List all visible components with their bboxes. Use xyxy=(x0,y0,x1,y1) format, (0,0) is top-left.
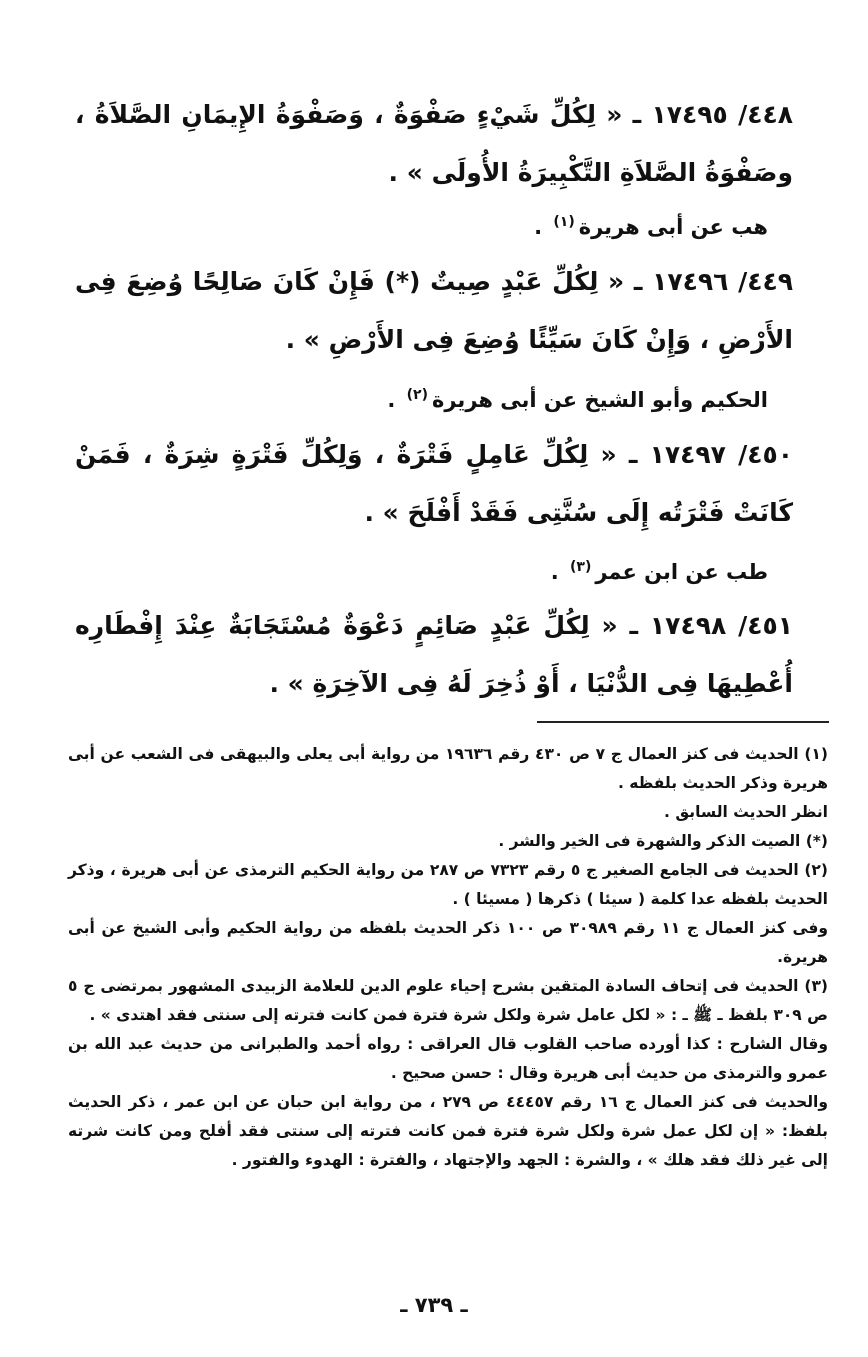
hadith-text: ٤٤٨/ ١٧٤٩٥ ـ « لِكُلِّ شَيْءٍ صَفْوَةٌ ، وَصَفْوَةُ الإِيمَانِ الصَّلاَةُ ، وصَفْوَةُ الصَّلاَةِ التَّكْبِيرَةُ الأُولَى » . xyxy=(75,100,793,187)
footnote-marker: (٣) xyxy=(569,559,592,575)
hadith-text: ٤٥١/ ١٧٤٩٨ ـ « لِكُلِّ عَبْدٍ صَائِمٍ دَعْوَةٌ مُسْتَجَابَةٌ عِنْدَ إِفْطَارِه أُعْطِيهَا فِى الدُّنْيَا ، أَوْ ذُخِرَ لَهُ فِى الآخِرَةِ » . xyxy=(75,611,793,698)
footnote-3: (٣) الحديث فى إتحاف السادة المتقين بشرح إحياء علوم الدين للعلامة الزبيدى المشهور بمرتضى ج ٥ ص ٣٠٩ بلفظ ـ ﷺ ـ : « لكل عامل شرة ولكل شرة فترة فمن كانت فترته إلى سنتى فقد اهتدى » . xyxy=(68,977,828,1024)
footnote-2-note: وفى كنز العمال ج ١١ رقم ٣٠٩٨٩ ص ١٠٠ ذكر الحديث بلفظه من رواية الحكيم وأبى الشيخ عن أبى هريرة. xyxy=(68,919,828,966)
footnote-1-note: انظر الحديث السابق . xyxy=(664,803,828,821)
footnote-1: (١) الحديث فى كنز العمال ج ٧ ص ٤٣٠ رقم ١٩٦٣٦ من رواية أبى يعلى والبيهقى فى الشعب عن أبى هريرة وذكر الحديث بلفظه . xyxy=(68,745,828,792)
page-number: ـ ٧٣٩ ـ xyxy=(400,1293,468,1317)
hadith-entry-450 xyxy=(75,426,793,542)
footnote-separator xyxy=(537,721,829,723)
source-text: الحكيم وأبو الشيخ عن أبى هريرة xyxy=(431,388,768,412)
source-text: طب عن ابن عمر xyxy=(595,560,768,584)
hadith-text: ٤٥٠/ ١٧٤٩٧ ـ « لِكُلِّ عَامِلٍ فَتْرَةٌ ، وَلِكُلِّ فَتْرَةٍ شِرَةٌ ، فَمَنْ كَانَتْ فَتْرَتُه إِلَى سُنَّتِى فَقَدْ أَفْلَحَ » . xyxy=(75,440,793,527)
hadith-source-450: طب عن ابن عمر$^{(٣)}$ . xyxy=(550,559,768,584)
hadith-entry-448 xyxy=(75,86,793,202)
hadith-text: ٤٤٩/ ١٧٤٩٦ ـ « لِكُلِّ عَبْدٍ صِيتٌ (*) فَإِنْ كَانَ صَالِحًا وُضِعَ فِى الأَرْضِ ، وَإِنْ كَانَ سَيِّئًا وُضِعَ فِى الأَرْضِ » . xyxy=(75,267,793,354)
footnote-marker: (٢) xyxy=(406,387,428,403)
footnote-2: (٢) الحديث فى الجامع الصغير ج ٥ رقم ٧٣٢٣ ص ٢٨٧ من رواية الحكيم الترمذى عن أبى هريرة ، وذكر الحديث بلفظه عدا كلمة ( سيئا ) ذكرها ( مسيئا ) . xyxy=(68,861,828,908)
footnotes xyxy=(68,740,828,1175)
footnote-3-note: والحديث فى كنز العمال ج ١٦ رقم ٤٤٤٥٧ ص ٢٧٩ ، من رواية ابن حبان عن ابن عمر ، ذكر الحديث بلفظ: « إن لكل عمل شرة ولكل شرة فترة فمن كانت فترته إلى سنتى فقد أفلح ومن كانت شرته إلى غير ذلك فقد هلك » ، والشرة : الجهد والإجتهاد ، والفترة : الهدوء والفتور . xyxy=(68,1093,828,1169)
footnote-marker: (١) xyxy=(553,214,575,230)
hadith-source-449: الحكيم وأبو الشيخ عن أبى هريرة$^{(٢)}$ . xyxy=(387,387,768,412)
hadith-entry-449 xyxy=(75,253,793,369)
source-text: هب عن أبى هريرة xyxy=(578,215,768,239)
footnote-3-commentary: وقال الشارح : كذا أورده صاحب القلوب قال العراقى : رواه أحمد والطبرانى من حديث عبد الله بن عمرو والترمذى من حديث أبى هريرة وقال : حسن صحيح . xyxy=(68,1035,828,1082)
hadith-source-448: هب عن أبى هريرة$^{(١)}$ . xyxy=(534,214,768,239)
footnote-asterisk: (*) الصيت الذكر والشهرة فى الخير والشر . xyxy=(498,832,828,850)
hadith-entry-451 xyxy=(75,597,793,713)
